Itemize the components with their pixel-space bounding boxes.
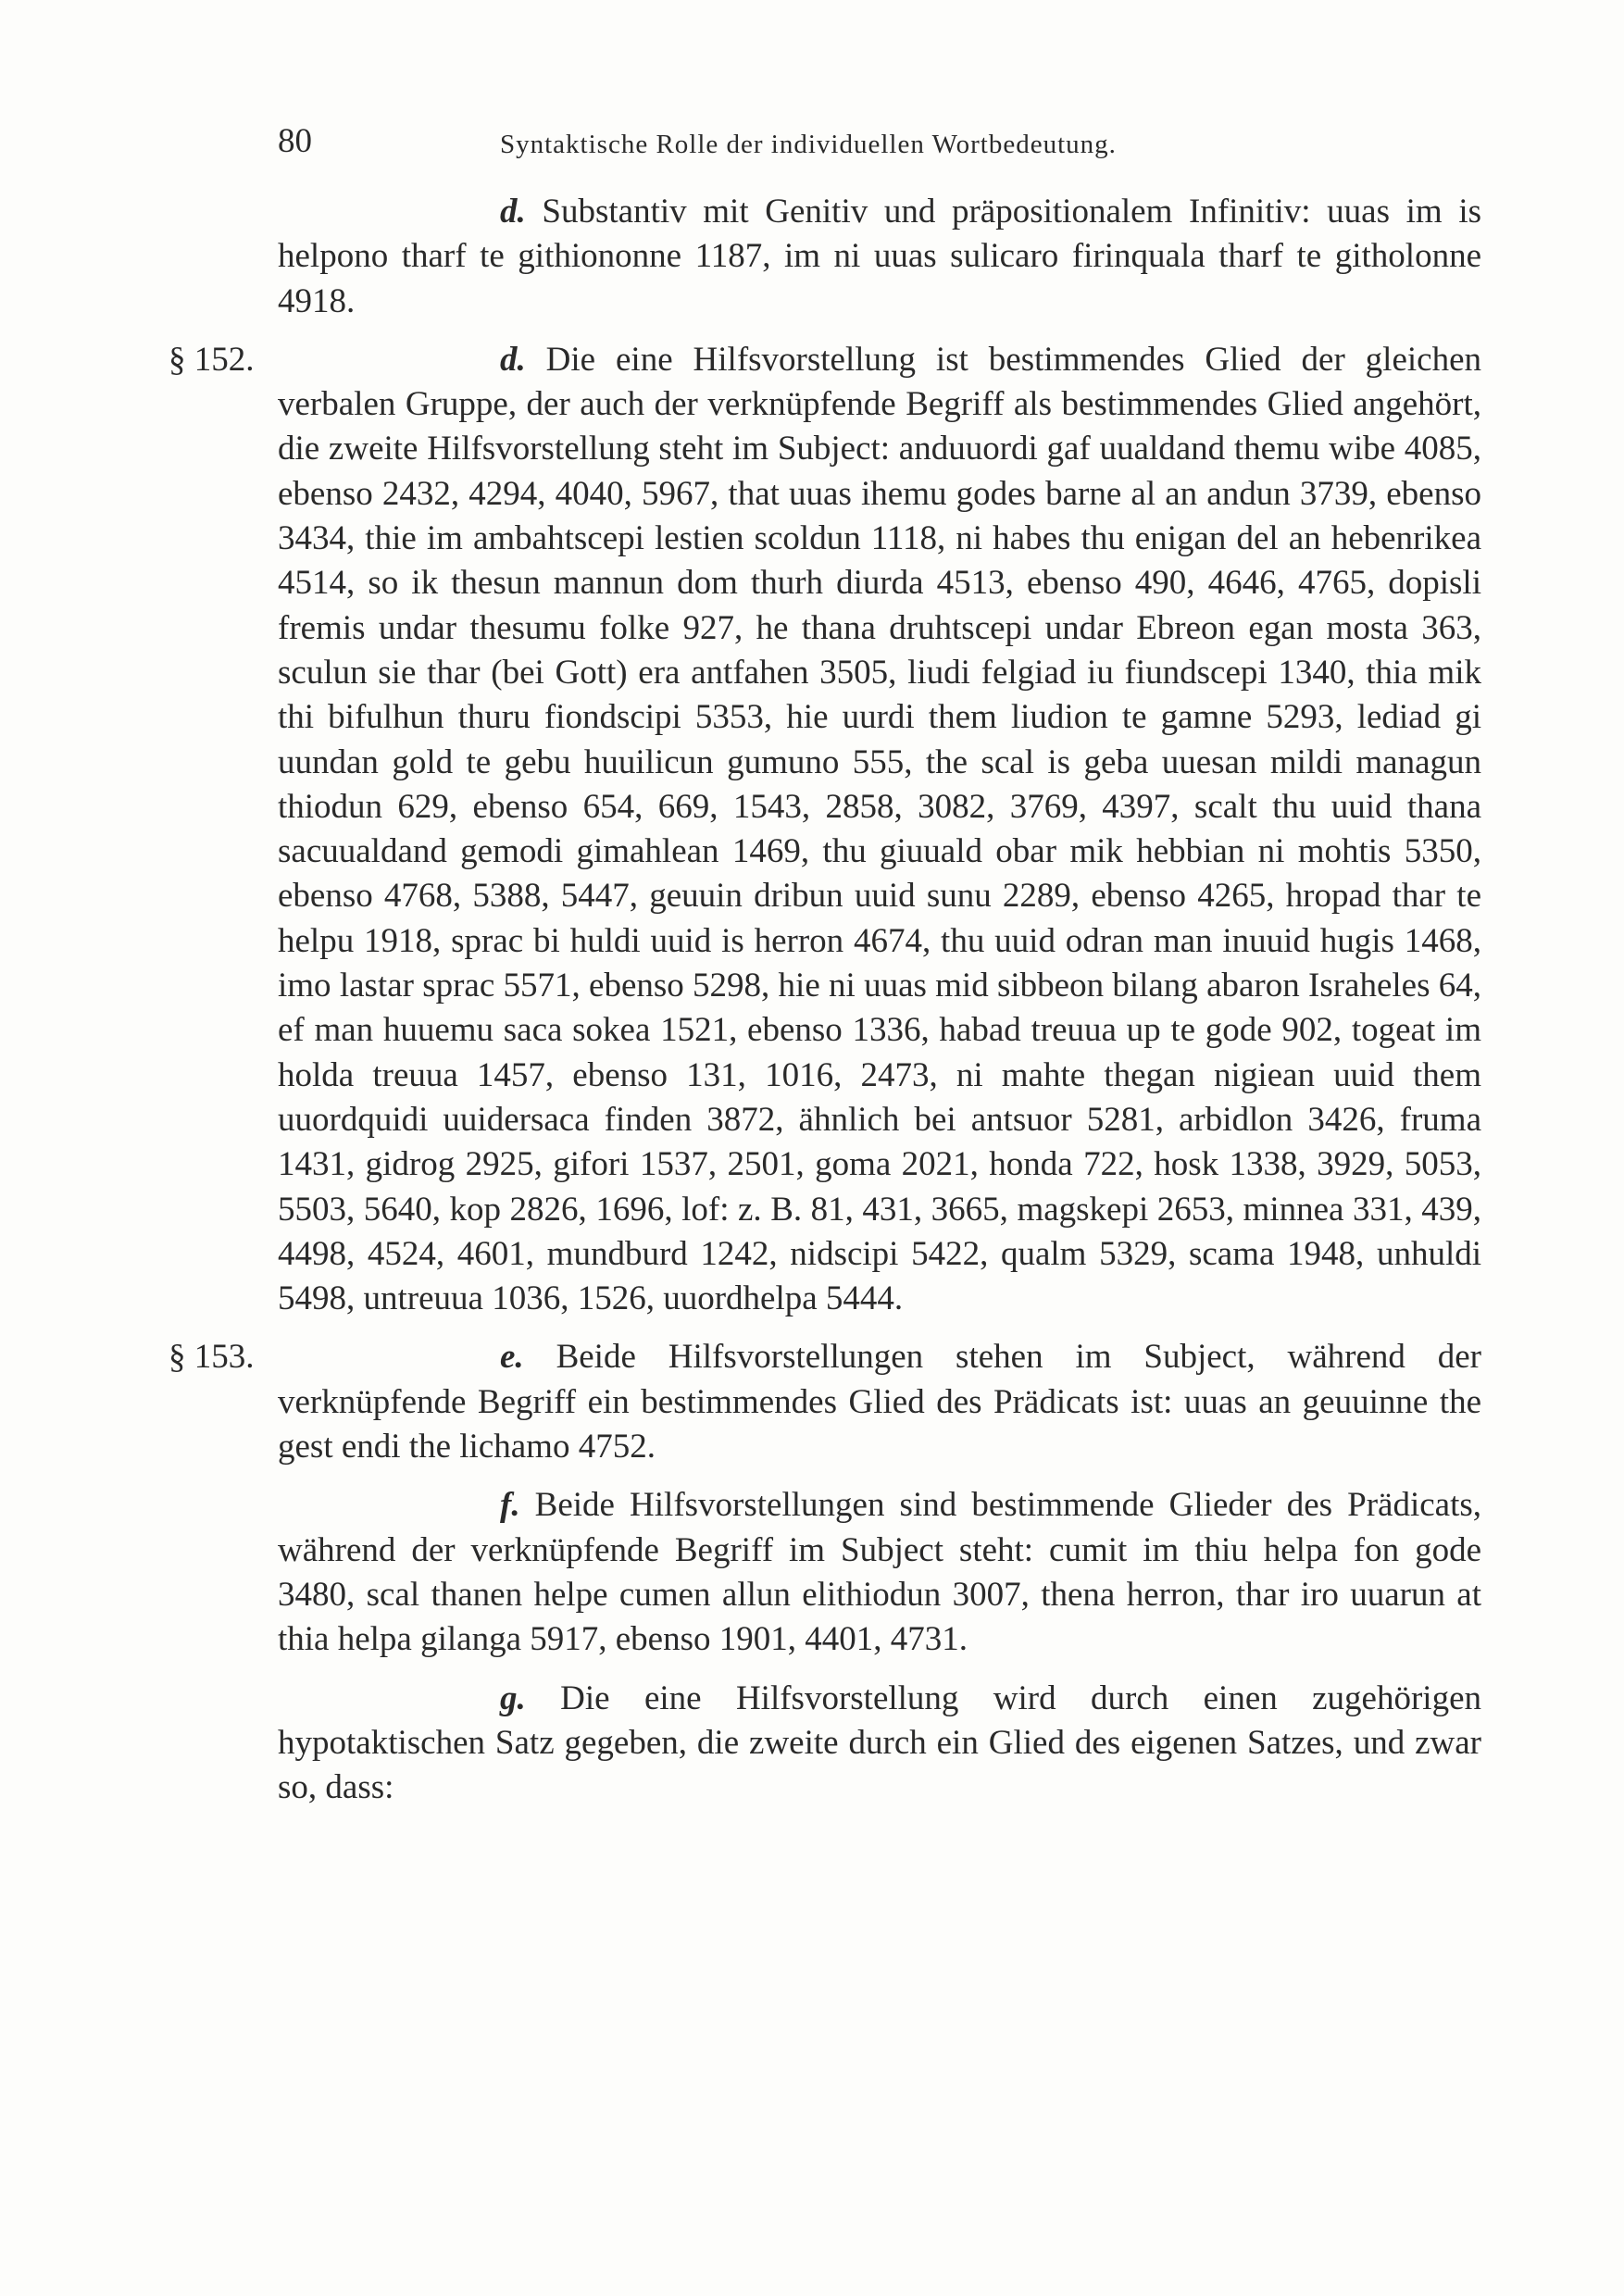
section-number: § 153. <box>169 1338 255 1377</box>
paragraph-text: Beide Hilfsvorstellungen sind bestimmende Glieder des Prädicats, während der verknüpfende Begriff im Subject steht: cumit im thiu helpa fon gode 3480, scal thanen helpe cumen allun elithiodun 3007, thena herron, thar iro uuarun at thia helpa gilanga 5917, ebenso 1901, 4401, 4731. <box>278 1486 1481 1659</box>
item-letter: g. <box>500 1678 526 1717</box>
paragraph-f <box>278 1483 1481 1662</box>
body-text <box>169 190 1482 1810</box>
paragraph-text: Die eine Hilfsvorstellung wird durch einen zugehörigen hypotaktischen Satz gegeben, die zweite durch ein Glied des eigenen Satzes, und zwar so, dass: <box>278 1678 1482 1807</box>
paragraph-g <box>278 1677 1481 1811</box>
paragraph-text: Substantiv mit Genitiv und präpositionalem Infinitiv: uuas im is helpono tharf te githiononne 1187, im ni uuas sulicaro firinquala tharf te githolonne 4918. <box>278 193 1482 320</box>
page-number: 80 <box>278 122 312 160</box>
item-letter: e. <box>500 1338 524 1377</box>
item-letter: f. <box>500 1486 520 1525</box>
paragraph-text: Beide Hilfsvorstellungen stehen im Subject, während der verknüpfende Begriff ein bestimmendes Glied des Prädicats ist: uuas an geuuinne the gest endi the lichamo 4752. <box>278 1338 1482 1466</box>
paragraph-152 <box>169 338 1482 1322</box>
section-number: § 152. <box>169 340 255 379</box>
paragraph-153 <box>169 1335 1482 1469</box>
item-letter: d. <box>500 340 526 379</box>
running-title: Syntaktische Rolle der individuellen Wortbedeutung. <box>500 130 1117 159</box>
page-header <box>278 119 1481 165</box>
paragraph-c <box>278 190 1481 324</box>
paragraph-text: Die eine Hilfsvorstellung ist bestimmendes Glied der gleichen verbalen Gruppe, der auch der verknüpfende Begriff als bestimmendes Glied angehört, die zweite Hilfsvorstellung steht im Subject: anduuordi gaf uualdand themu wibe 4085, ebenso 2432, 4294, 4040, 5967, that uuas ihemu godes barne al an andun 3739, ebenso 3434, thie im ambahtscepi lestien scoldun 1118, ni habes thu enigan del an hebenrikea 4514, so ik thesun mannun dom thurh diurda 4513, ebenso 490, 4646, 4765, dopisli fremis undar thesumu folke 927, he thana druhtscepi undar Ebreon egan mosta 363, sculun sie thar (bei Gott) era antfahen 3505, liudi felgiad iu fiundscepi 1340, thia mik thi bifulhun thuru fiondscipi 5353, hie uurdi them liudion te gamne 5293, lediad gi uundan gold te gebu huuilicun gumuno 555, the scal is geba uuesan mildi managun thiodun 629, ebenso 654, 669, 1543, 2858, 3082, 3769, 4397, scalt thu uuid thana sacuualdand gemodi gimahlean 1469, thu giuuald obar mik hebbian ni mohtis 5350, ebenso 4768, 5388, 5447, geuuin dribun uuid sunu 2289, ebenso 4265, hropad thar te helpu 1918, sprac bi huldi uuid is herron 4674, thu uuid odran man inuuid hugis 1468, imo lastar sprac 5571, ebenso 5298, hie ni uuas mid sibbeon bilang abaron Israheles 64, ef man huuemu saca sokea 1521, ebenso 1336, habad treuua up te gode 902, togeat im holda treuua 1457, ebenso 131, 1016, 2473, ni mahte thegan nigiean uuid them uuordquidi uuidersaca finden 3872, ähnlich bei antsuor 5281, arbidlon 3426, fruma 1431, gidrog 2925, gifori 1537, 2501, goma 2021, honda 722, hosk 1338, 3929, 5053, 5503, 5640, kop 2826, 1696, lof: z. B. 81, 431, 3665, magskepi 2653, minnea 331, 439, 4498, 4524, 4601, mundburd 1242, nidscipi 5422, qualm 5329, scama 1948, unhuldi 5498, untreuua 1036, 1526, uuordhelpa 5444. <box>278 340 1482 1318</box>
item-letter: d. <box>500 193 526 231</box>
